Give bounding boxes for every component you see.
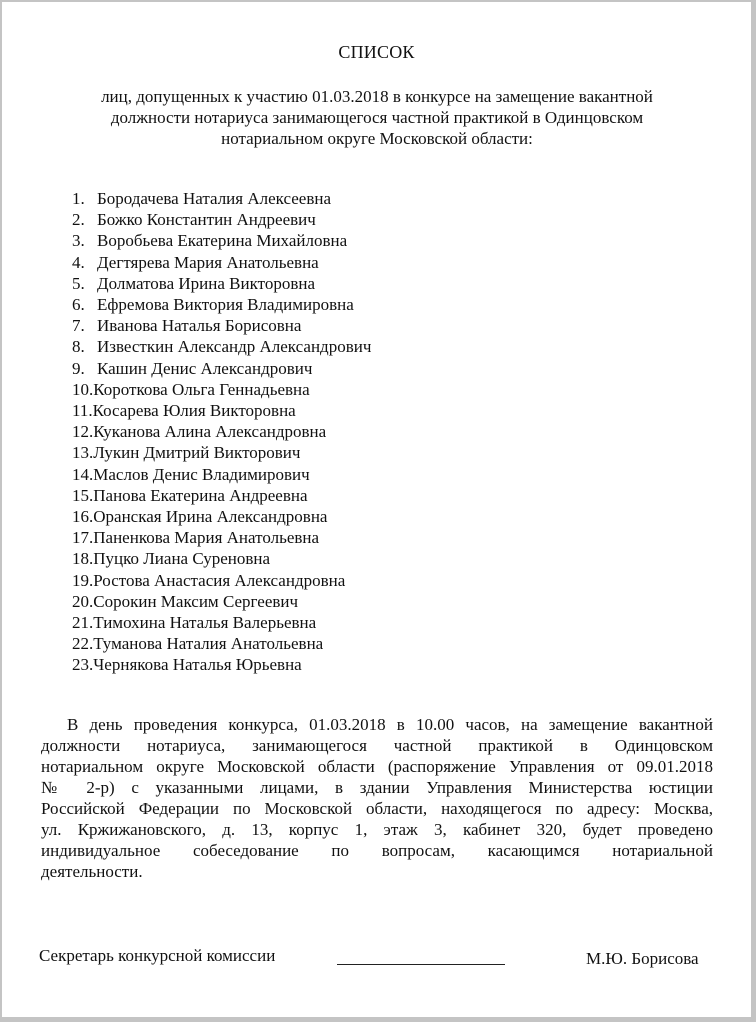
item-number: 3. — [72, 231, 85, 251]
list-item — [72, 379, 371, 400]
participant-name: Пуцко Лиана Суреновна — [93, 549, 271, 569]
item-number: 9. — [72, 358, 85, 378]
participants-list — [72, 188, 371, 676]
list-item — [72, 485, 371, 506]
subtitle-line: лиц, допущенных к участию 01.03.2018 в конкурсе на замещение вакантной — [101, 87, 653, 106]
participant-name: Короткова Ольга Геннадьевна — [93, 379, 310, 399]
participant-name: Известкин Александр Александрович — [97, 337, 372, 357]
participant-name: Воробьева Екатерина Михайловна — [97, 231, 348, 251]
participant-name: Долматова Ирина Викторовна — [97, 273, 316, 293]
signatory-name: М.Ю. Борисова — [586, 949, 699, 968]
participant-name: Лукин Дмитрий Викторович — [93, 443, 301, 463]
item-number: 23. — [72, 655, 94, 675]
item-number: 10. — [72, 379, 94, 399]
list-item — [72, 336, 371, 357]
participant-name: Чернякова Наталья Юрьевна — [93, 655, 302, 675]
item-number: 7. — [72, 316, 85, 336]
participant-name: Паненкова Мария Анатольевна — [93, 528, 320, 548]
item-number: 8. — [72, 337, 85, 357]
participant-name: Туманова Наталия Анатольевна — [93, 634, 324, 654]
list-item — [72, 400, 371, 421]
item-number: 15. — [72, 485, 94, 505]
item-number: 21. — [72, 613, 94, 633]
list-item — [72, 548, 371, 569]
participant-name: Бородачева Наталия Алексеевна — [97, 189, 331, 208]
list-item — [72, 252, 371, 273]
signature-line — [337, 964, 505, 965]
item-number: 1. — [72, 189, 85, 208]
list-item — [72, 294, 371, 315]
list-item — [72, 591, 371, 612]
list-item — [72, 421, 371, 442]
item-number: 16. — [72, 507, 94, 527]
list-item — [72, 442, 371, 463]
participant-name: Божко Константин Андреевич — [97, 210, 316, 230]
list-item — [72, 612, 371, 633]
list-item — [72, 315, 371, 336]
list-item — [72, 188, 371, 209]
participant-name: Кашин Денис Александрович — [97, 358, 313, 378]
item-number: 20. — [72, 591, 94, 611]
body-line: должности нотариуса, занимающегося частной практикой в Одинцовском — [41, 736, 713, 755]
participant-name: Панова Екатерина Андреевна — [93, 485, 308, 505]
participant-name: Тимохина Наталья Валерьевна — [93, 613, 317, 633]
list-item — [72, 464, 371, 485]
body-paragraph — [41, 714, 713, 882]
subtitle-line: нотариальном округе Московской области: — [221, 129, 533, 148]
list-item — [72, 230, 371, 251]
participant-name: Оранская Ирина Александровна — [93, 507, 328, 527]
item-number: 17. — [72, 528, 94, 548]
participant-name: Ростова Анастасия Александровна — [93, 570, 346, 590]
item-number: 14. — [72, 464, 94, 484]
item-number: 4. — [72, 252, 85, 272]
list-item — [72, 358, 371, 379]
participant-name: Дегтярева Мария Анатольевна — [97, 252, 319, 272]
item-number: 2. — [72, 210, 85, 230]
list-item — [72, 527, 371, 548]
body-line: В день проведения конкурса, 01.03.2018 в 10.00 часов, на замещение вакантной — [67, 715, 713, 734]
item-number: 18. — [72, 549, 94, 569]
body-line: индивидуальное собеседование по вопросам, касающимся нотариальной — [41, 841, 713, 860]
item-number: 19. — [72, 570, 94, 590]
body-line: Российской Федерации по Московской области, находящегося по адресу: Москва, — [41, 799, 713, 818]
participant-name: Ефремова Виктория Владимировна — [97, 295, 354, 315]
participant-name: Сорокин Максим Сергеевич — [93, 591, 299, 611]
list-item — [72, 506, 371, 527]
subtitle-line: должности нотариуса занимающегося частной практикой в Одинцовском — [110, 108, 644, 127]
list-item — [72, 570, 371, 591]
signatory-role: Секретарь конкурсной комиссии — [39, 946, 276, 965]
item-number: 22. — [72, 634, 94, 654]
participant-name: Иванова Наталья Борисовна — [97, 316, 302, 336]
list-item — [72, 654, 371, 675]
participant-name: Куканова Алина Александровна — [93, 422, 327, 442]
item-number: 6. — [72, 295, 85, 315]
item-number: 12. — [72, 422, 94, 442]
body-line: ул. Кржижановского, д. 13, корпус 1, этаж 3, кабинет 320, будет проведено — [41, 820, 713, 839]
body-line: деятельности. — [41, 862, 143, 881]
participant-name: Косарева Юлия Викторовна — [92, 401, 296, 421]
participant-name: Маслов Денис Владимирович — [93, 464, 310, 484]
body-line: № 2-р) с указанными лицами, в здании Управления Министерства юстиции — [41, 778, 713, 797]
item-number: 13. — [72, 443, 94, 463]
document-title: СПИСОК — [338, 42, 415, 62]
list-item — [72, 273, 371, 294]
document-page — [2, 2, 751, 1017]
item-number: 5. — [72, 273, 85, 293]
list-item — [72, 209, 371, 230]
document-subtitle — [62, 86, 692, 149]
body-line: нотариальном округе Московской области (распоряжение Управления от 09.01.2018 — [41, 757, 713, 776]
item-number: 11. — [72, 401, 93, 421]
list-item — [72, 633, 371, 654]
